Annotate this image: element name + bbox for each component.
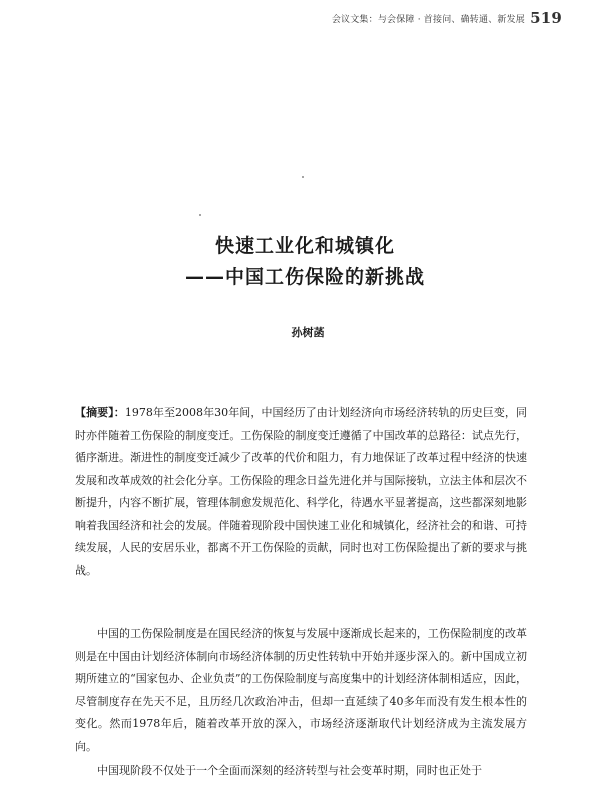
page-number: 519: [530, 9, 562, 27]
abstract-label: 【摘要】：: [75, 406, 125, 419]
article-title: 快速工业化和城镇化: [214, 235, 395, 257]
running-title: 会议文集：与会保障 · 首接问、确转通、新发展: [331, 15, 526, 25]
scan-speck: [302, 176, 304, 178]
body-paragraph: 中国现阶段不仅处于一个全面而深刻的经济转型与社会变革时期，同时也正处于: [97, 764, 482, 777]
body-text: [75, 623, 527, 783]
body-paragraph: 中国的工伤保险制度是在国民经济的恢复与发展中逐渐成长起来的，工伤保险制度的改革则是在中国由计划经济体制向市场经济体制的历史性转轨中开始并逐步深入的。新中国成立初期所建立的“国家包办、企业负责”的工伤保险制度与高度集中的计划经济体制相适应，因此，尽管制度存在先天不足，且历经几次政治冲击，但却一直延续了40多年而没有发生根本性的变化。然而1978年后，随着改革开放的深入，市场经济逐渐取代计划经济成为主流发展方向。: [75, 627, 527, 753]
title-block: [0, 232, 600, 291]
author-name: 孙树菡: [291, 326, 325, 339]
article-subtitle: ——中国工伤保险的新挑战: [184, 266, 425, 288]
abstract: [75, 402, 527, 582]
abstract-text: 1978年至2008年30年间，中国经历了由计划经济向市场经济转轨的历史巨变，同时亦伴随着工伤保险的制度变迁。工伤保险的制度变迁遵循了中国改革的总路径：试点先行，循序渐进。渐进性的制度变迁减少了改革的代价和阻力，有力地保证了改革过程中经济的快速发展和改革成效的社会化分享。工伤保险的理念日益先进化并与国际接轨，立法主体和层次不断提升，内容不断扩展，管理体制愈发规范化、科学化，待遇水平显著提高，这些都深刻地影响着我国经济和社会的发展。伴随着现阶段中国快速工业化和城镇化，经济社会的和谐、可持续发展，人民的安居乐业，都离不开工伤保险的贡献，同时也对工伤保险提出了新的要求与挑战。: [75, 406, 528, 577]
running-header: [332, 9, 562, 27]
scan-speck: [199, 214, 201, 216]
